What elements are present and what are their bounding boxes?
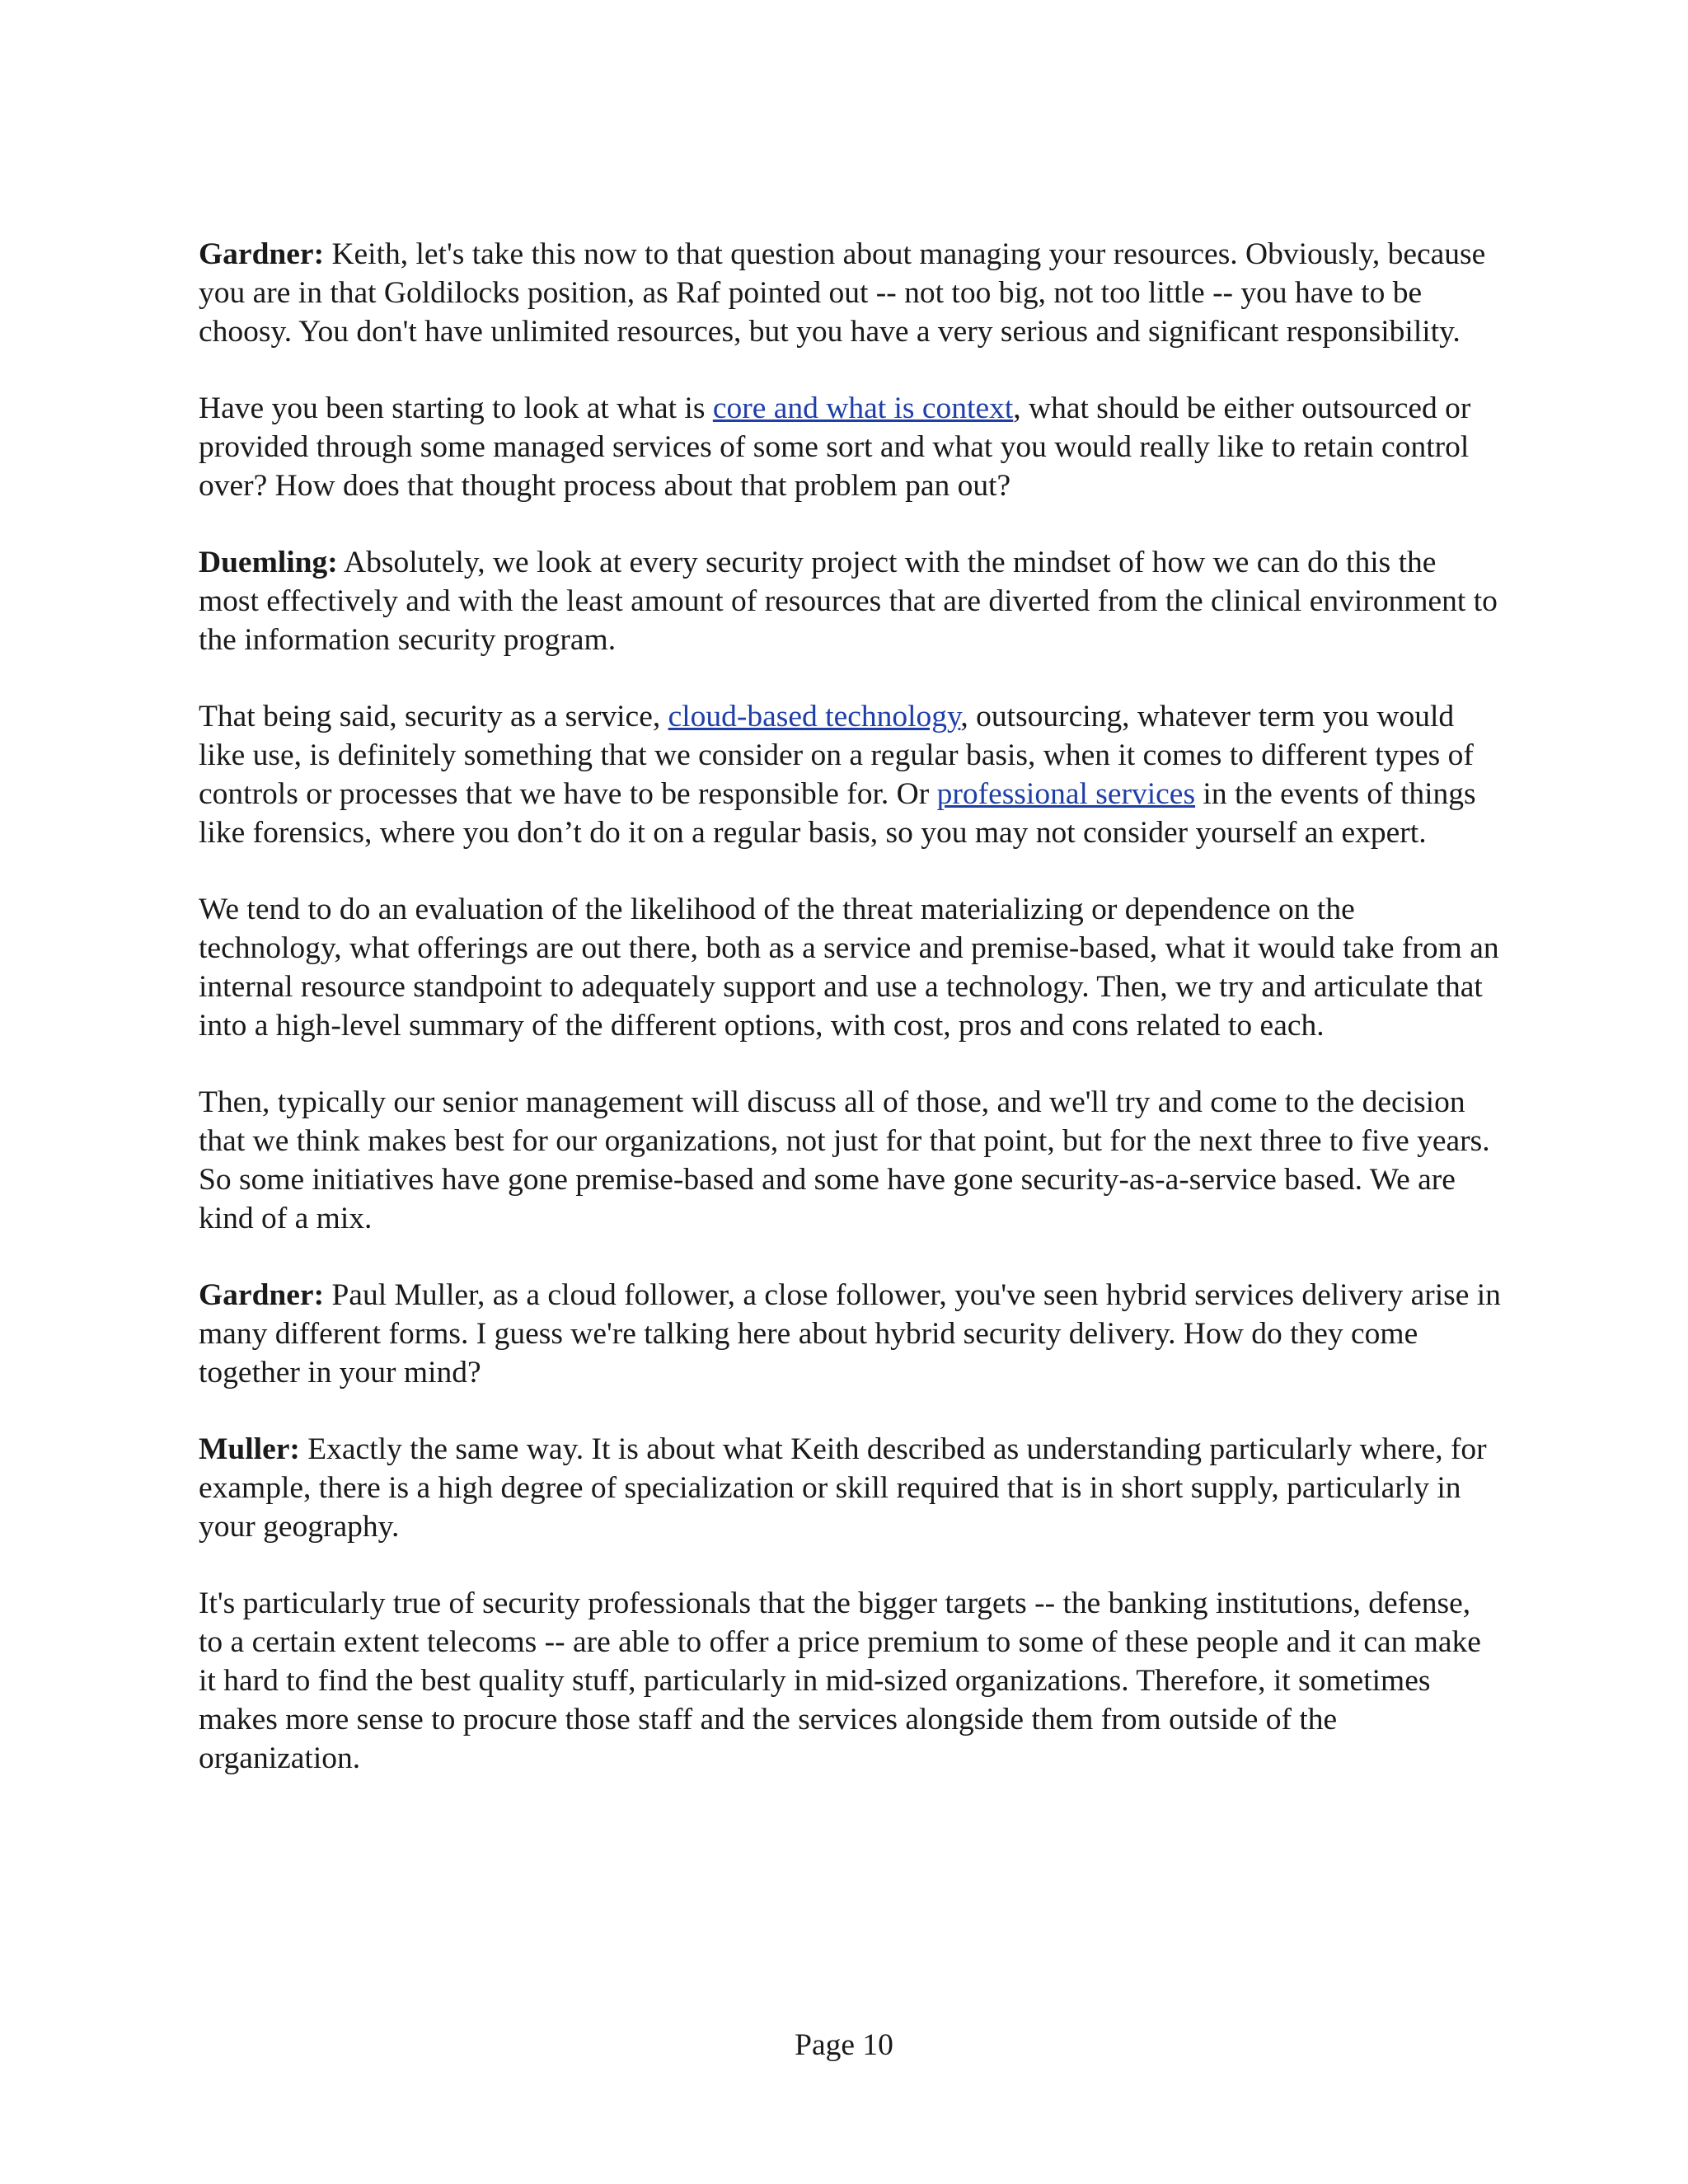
- paragraph: [199, 890, 1501, 1045]
- speaker-name: Duemling:: [199, 546, 338, 579]
- paragraph-text: Keith, let's take this now to that question about managing your resources. Obviously, because you are in that Goldilocks position, as Raf pointed out -- not too big, not too little -- you have to be choosy. You don't have unlimited resources, but you have a very serious and significant responsibility.: [199, 237, 1486, 349]
- paragraph-text: Paul Muller, as a cloud follower, a close follower, you've seen hybrid services delivery arise in many different forms. I guess we're talking here about hybrid security delivery. How do they come together in your mind?: [199, 1278, 1501, 1390]
- hyperlink[interactable]: cloud-based technology: [668, 700, 961, 733]
- speaker-name: Muller:: [199, 1432, 300, 1466]
- paragraph: [199, 1083, 1501, 1238]
- paragraph: [199, 1430, 1501, 1546]
- hyperlink[interactable]: professional services: [936, 777, 1196, 811]
- paragraph-text: It's particularly true of security professionals that the bigger targets -- the banking institutions, defense, to a certain extent telecoms -- are able to offer a price premium to some of these people and it can make it hard to find the best quality stuff, particularly in mid-sized organizations. Therefore, it sometimes makes more sense to procure those staff and the services alongside them from outside of the organization.: [199, 1586, 1481, 1775]
- speaker-name: Gardner:: [199, 237, 325, 271]
- paragraph-text: , outsourcing, whatever term you would like use, is definitely something that we consider on a regular basis, when it comes to different types of controls or processes that we have to be responsible for. Or: [199, 700, 1474, 811]
- paragraph: [199, 543, 1501, 659]
- hyperlink[interactable]: core and what is context: [712, 391, 1014, 425]
- paragraph-text: That being said, security as a service,: [199, 700, 668, 733]
- paragraph: [199, 1276, 1501, 1392]
- paragraph-text: in the events of things like forensics, where you don’t do it on a regular basis, so you may not consider yourself an expert.: [199, 777, 1476, 850]
- paragraph: [199, 1584, 1501, 1778]
- paragraph-text: Absolutely, we look at every security project with the mindset of how we can do this the most effectively and with the least amount of resources that are diverted from the clinical environment to the information security program.: [199, 546, 1498, 657]
- document-body: [199, 235, 1501, 1816]
- speaker-name: Gardner:: [199, 1278, 325, 1312]
- paragraph-text: Exactly the same way. It is about what Keith described as understanding particularly where, for example, there is a high degree of specialization or skill required that is in short supply, particularly in your geography.: [199, 1432, 1487, 1544]
- paragraph: [199, 697, 1501, 852]
- paragraph-text: Then, typically our senior management will discuss all of those, and we'll try and come to the decision that we think makes best for our organizations, not just for that point, but for the next three to five years. So some initiatives have gone premise-based and some have gone security-as-a-service based. We are kind of a mix.: [199, 1085, 1490, 1235]
- page-number: Page 10: [795, 2028, 893, 2062]
- paragraph-text: We tend to do an evaluation of the likelihood of the threat materializing or dependence on the technology, what offerings are out there, both as a service and premise-based, what it would take from an internal resource standpoint to adequately support and use a technology. Then, we try and articulate that into a high-level summary of the different options, with cost, pros and cons related to each.: [199, 893, 1499, 1043]
- paragraph-text: Have you been starting to look at what is: [199, 391, 713, 425]
- paragraph: [199, 389, 1501, 505]
- paragraph-text: , what should be either outsourced or provided through some managed services of some sort and what you would really like to retain control over? How does that thought process about that problem pan out?: [199, 391, 1471, 503]
- paragraph: [199, 235, 1501, 351]
